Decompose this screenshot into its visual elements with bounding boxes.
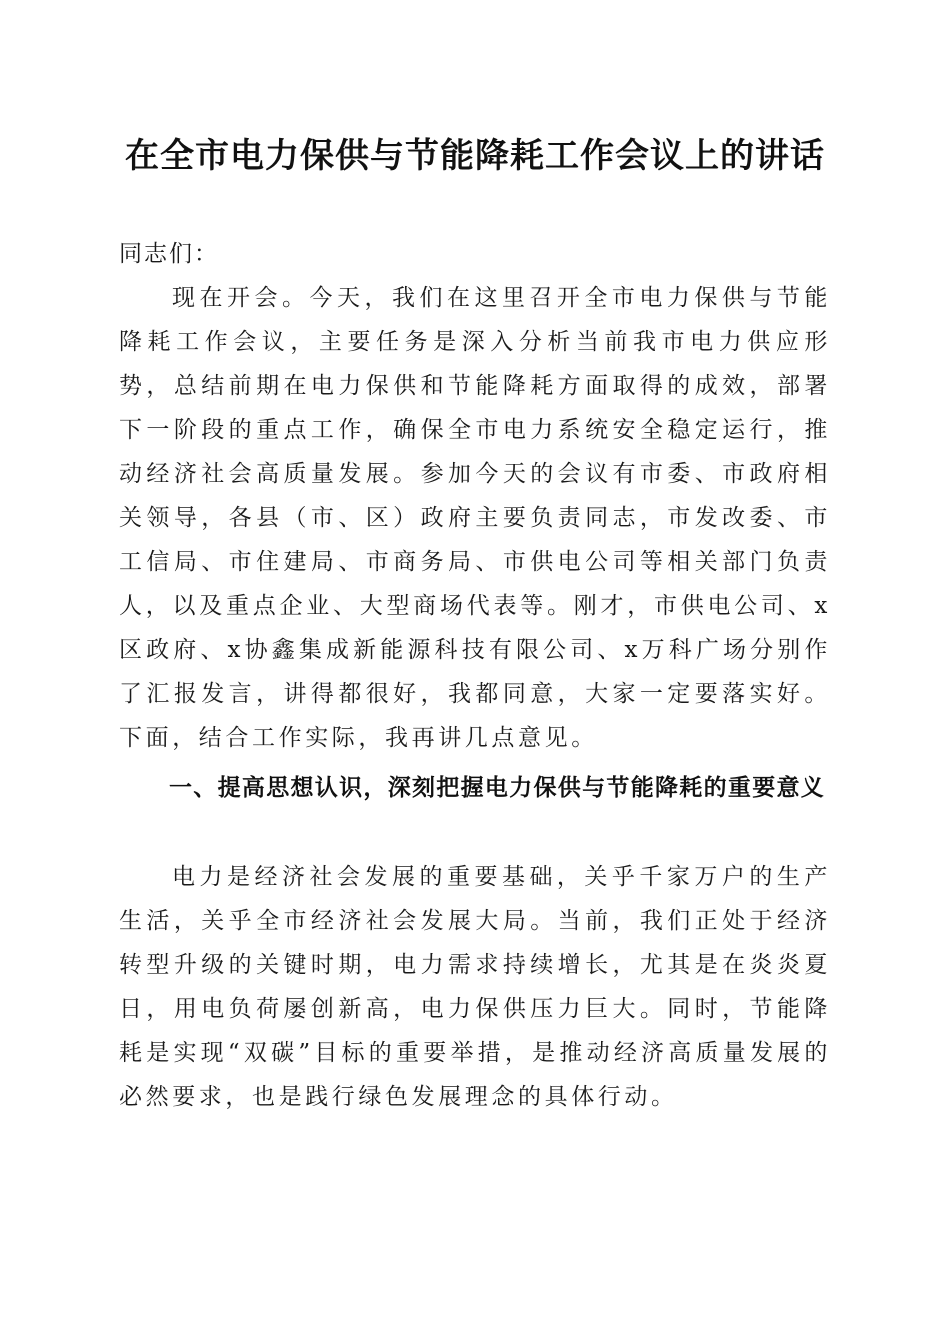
salutation: 同志们：	[119, 241, 219, 267]
document-title: 在全市电力保供与节能降耗工作会议上的讲话	[125, 136, 825, 176]
paragraph-opening: 现在开会。今天，我们在这里召开全市电力保供与节能降耗工作会议，主要任务是深入分析当前我市电力供应形势，总结前期在电力保供和节能降耗方面取得的成效，部署下一阶段的重点工作，确保全市电力系统安全稳定运行，推动经济社会高质量发展。参加今天的会议有市委、市政府相关领导，各县（市、区）政府主要负责同志，市发改委、市工信局、市住建局、市商务局、市供电公司等相关部门负责人，以及重点企业、大型商场代表等。刚才，市供电公司、x区政府、x协鑫集成新能源科技有限公司、x万科广场分别作了汇报发言，讲得都很好，我都同意，大家一定要落实好。下面，结合工作实际，我再讲几点意见。	[119, 285, 831, 751]
paragraph-section-1: 电力是经济社会发展的重要基础，关乎千家万户的生产生活，关乎全市经济社会发展大局。当前，我们正处于经济转型升级的关键时期，电力需求持续增长，尤其是在炎炎夏日，用电负荷屡创新高，电力保供压力巨大。同时，节能降耗是实现“双碳”目标的重要举措，是推动经济高质量发展的必然要求，也是践行绿色发展理念的具体行动。	[119, 864, 831, 1110]
section-heading-1: 一、提高思想认识，深刻把握电力保供与节能降耗的重要意义	[169, 775, 826, 801]
